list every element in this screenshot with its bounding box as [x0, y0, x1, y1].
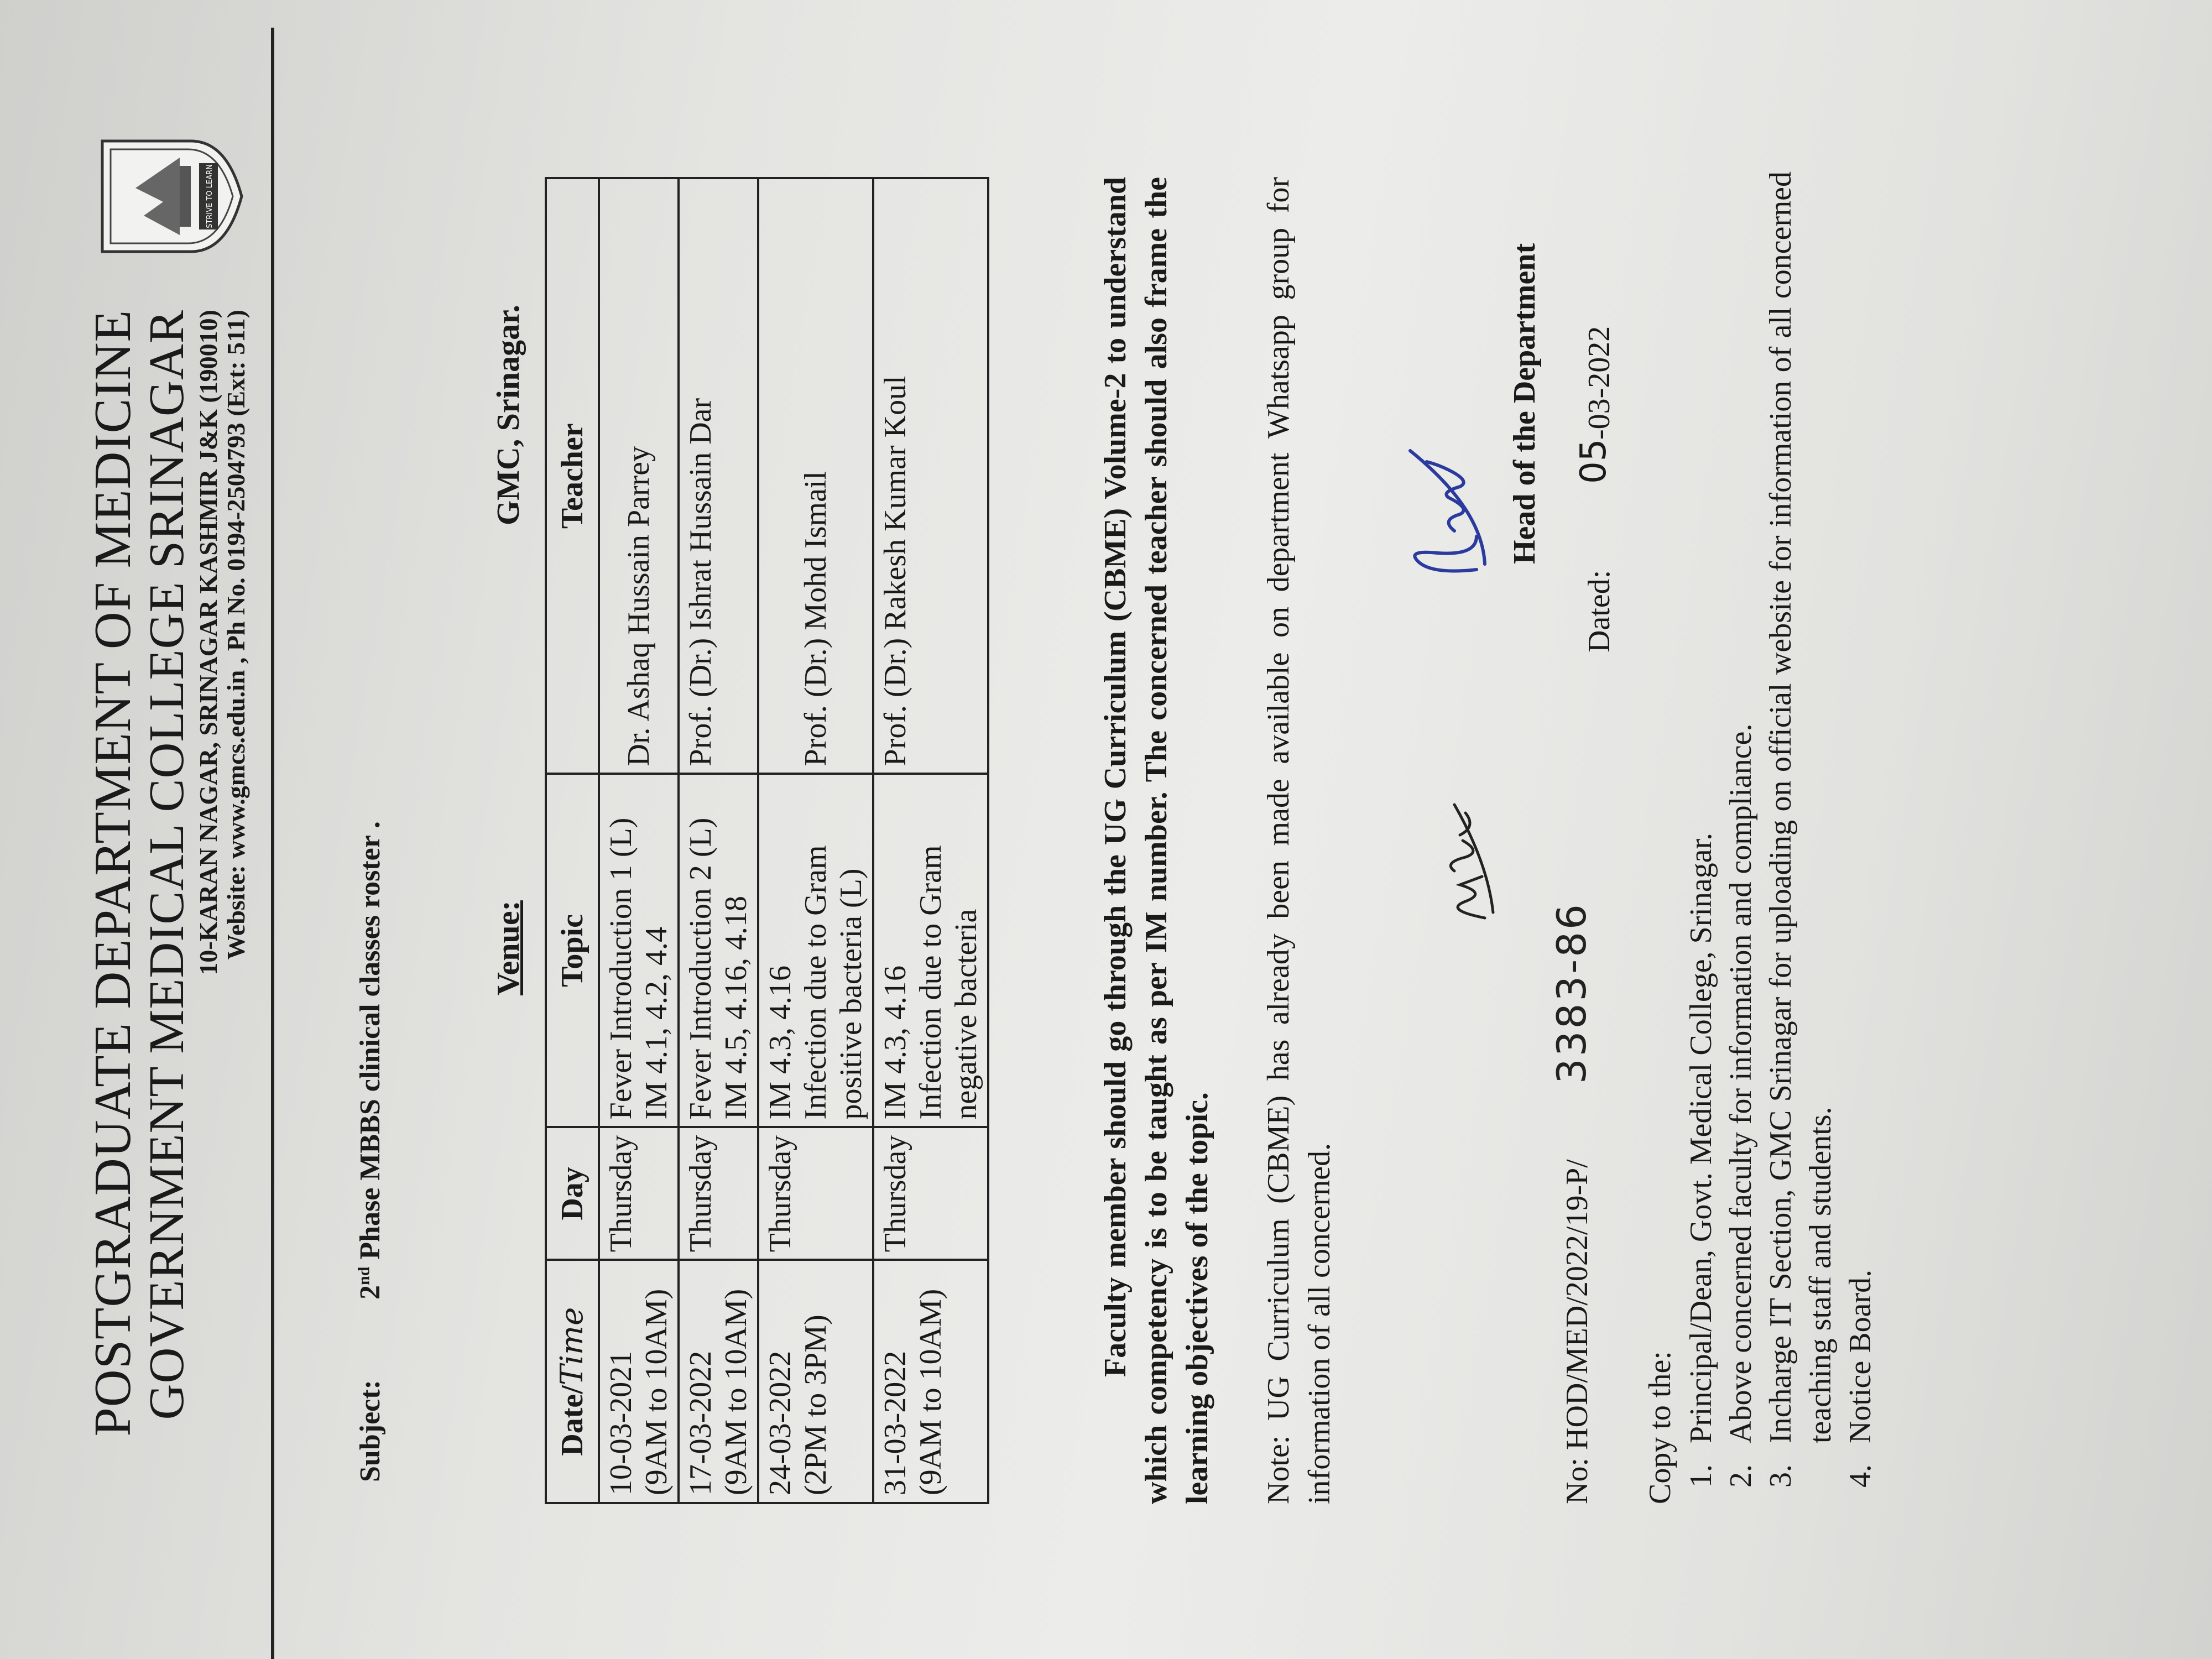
hod-signature [1394, 448, 1499, 581]
header-day: Day [546, 1127, 599, 1260]
curriculum-note: Note: UG Curriculum (CBME) has already been made available on department Whatsapp group for information of all concerned. [1261, 177, 1337, 1504]
list-item: 4. Notice Board. [1843, 1269, 1877, 1488]
cell-topic: Fever Introduction 2 (L) IM 4.5, 4.16, 4.18 [679, 774, 758, 1127]
cell-topic: IM 4.3, 4.16 Infection due to Gram negative bacteria [873, 774, 988, 1127]
list-item: 1. Principal/Dean, Govt. Medical College, Srinagar. [1684, 832, 1718, 1488]
reference-number: No: HOD/MED/2022/19-P/ [1560, 1159, 1594, 1504]
cell-day: Thursday [599, 1127, 679, 1260]
header-time-handwritten: Time [554, 1307, 590, 1386]
header-topic: Topic [546, 774, 599, 1127]
copy-to-label: Copy to the: [1643, 1351, 1677, 1504]
cell-date: 10-03-2021 (9AM to 10AM) [599, 1260, 679, 1503]
cell-date: 31-03-2022 (9AM to 10AM) [873, 1260, 988, 1503]
table-row [599, 178, 679, 1503]
header-divider [271, 28, 274, 1659]
list-item: 2. Above concerned faculty for information and compliance. [1724, 723, 1758, 1488]
header-date: Date/Time [546, 1260, 599, 1503]
cell-day: Thursday [679, 1127, 758, 1260]
venue-label: Venue: [490, 900, 526, 995]
dated-label: Dated: [1582, 570, 1616, 653]
reference-number-handwritten: 3383-86 [1548, 902, 1595, 1084]
cell-teacher: Prof. (Dr.) Ishrat Hussain Dar [679, 178, 758, 774]
table-row [679, 178, 758, 1503]
hod-designation: Head of the Department [1507, 243, 1542, 564]
cell-topic: Fever Introduction 1 (L) IM 4.1, 4.2, 4.4 [599, 774, 679, 1127]
cell-teacher: Prof. (Dr.) Mohd Ismail [758, 178, 873, 774]
dated-day-handwritten: 05 [1573, 439, 1614, 484]
venue-value: GMC, Srinagar. [490, 304, 526, 525]
table-header-row [546, 178, 599, 1503]
college-logo [97, 133, 246, 260]
cell-day: Thursday [873, 1127, 988, 1260]
subject-ordinal: 2 [354, 1285, 386, 1300]
dated-month-year: -03-2022 [1582, 326, 1616, 440]
subject-ordinal-suffix: nd [354, 1266, 373, 1285]
initials-signature [1432, 802, 1499, 924]
department-title: POSTGRADUATE DEPARTMENT OF MEDICINE [84, 310, 142, 1437]
cell-date: 17-03-2022 (9AM to 10AM) [679, 1260, 758, 1503]
roster-table [545, 177, 989, 1504]
cell-teacher: Prof. (Dr.) Rakesh Kumar Koul [873, 178, 988, 774]
subject-text [354, 821, 387, 1300]
cell-teacher: Dr. Ashaq Hussain Parrey [599, 178, 679, 774]
cell-topic: IM 4.3, 4.16 Infection due to Gram positive bacteria (L) [758, 774, 873, 1127]
cell-date: 24-03-2022 (2PM to 3PM) [758, 1260, 873, 1503]
header-teacher: Teacher [546, 178, 599, 774]
copy-to-list [1681, 171, 1880, 1499]
college-address: 10-KARAN NAGAR, SRINAGAR KASHMIR J&K (190010) [194, 310, 222, 975]
table-row [873, 178, 988, 1503]
subject-body: Phase MBBS clinical classes roster . [354, 821, 386, 1267]
list-item: 3. Incharge IT Section, GMC Srinagar for uploading on official website for information of all concerned teaching staff and students. [1764, 171, 1838, 1488]
faculty-instructions: Faculty member should go through the UG Curriculum (CBME) Volume-2 to understand which competency is to be taught as per IM number. The concerned teacher should also frame the learning objectives of the topic. [1098, 177, 1214, 1504]
subject-label: Subject: [354, 1380, 386, 1482]
logo-motto: STRIVE TO LEARN [206, 164, 214, 228]
website-phone: Website: www.gmcs.edu.in , Ph No. 0194-2504793 (Ext: 511) [222, 310, 250, 960]
table-row [758, 178, 873, 1503]
cell-day: Thursday [758, 1127, 873, 1260]
college-title: GOVERNMENT MEDICAL COLLEGE SRINAGAR [139, 310, 194, 1420]
